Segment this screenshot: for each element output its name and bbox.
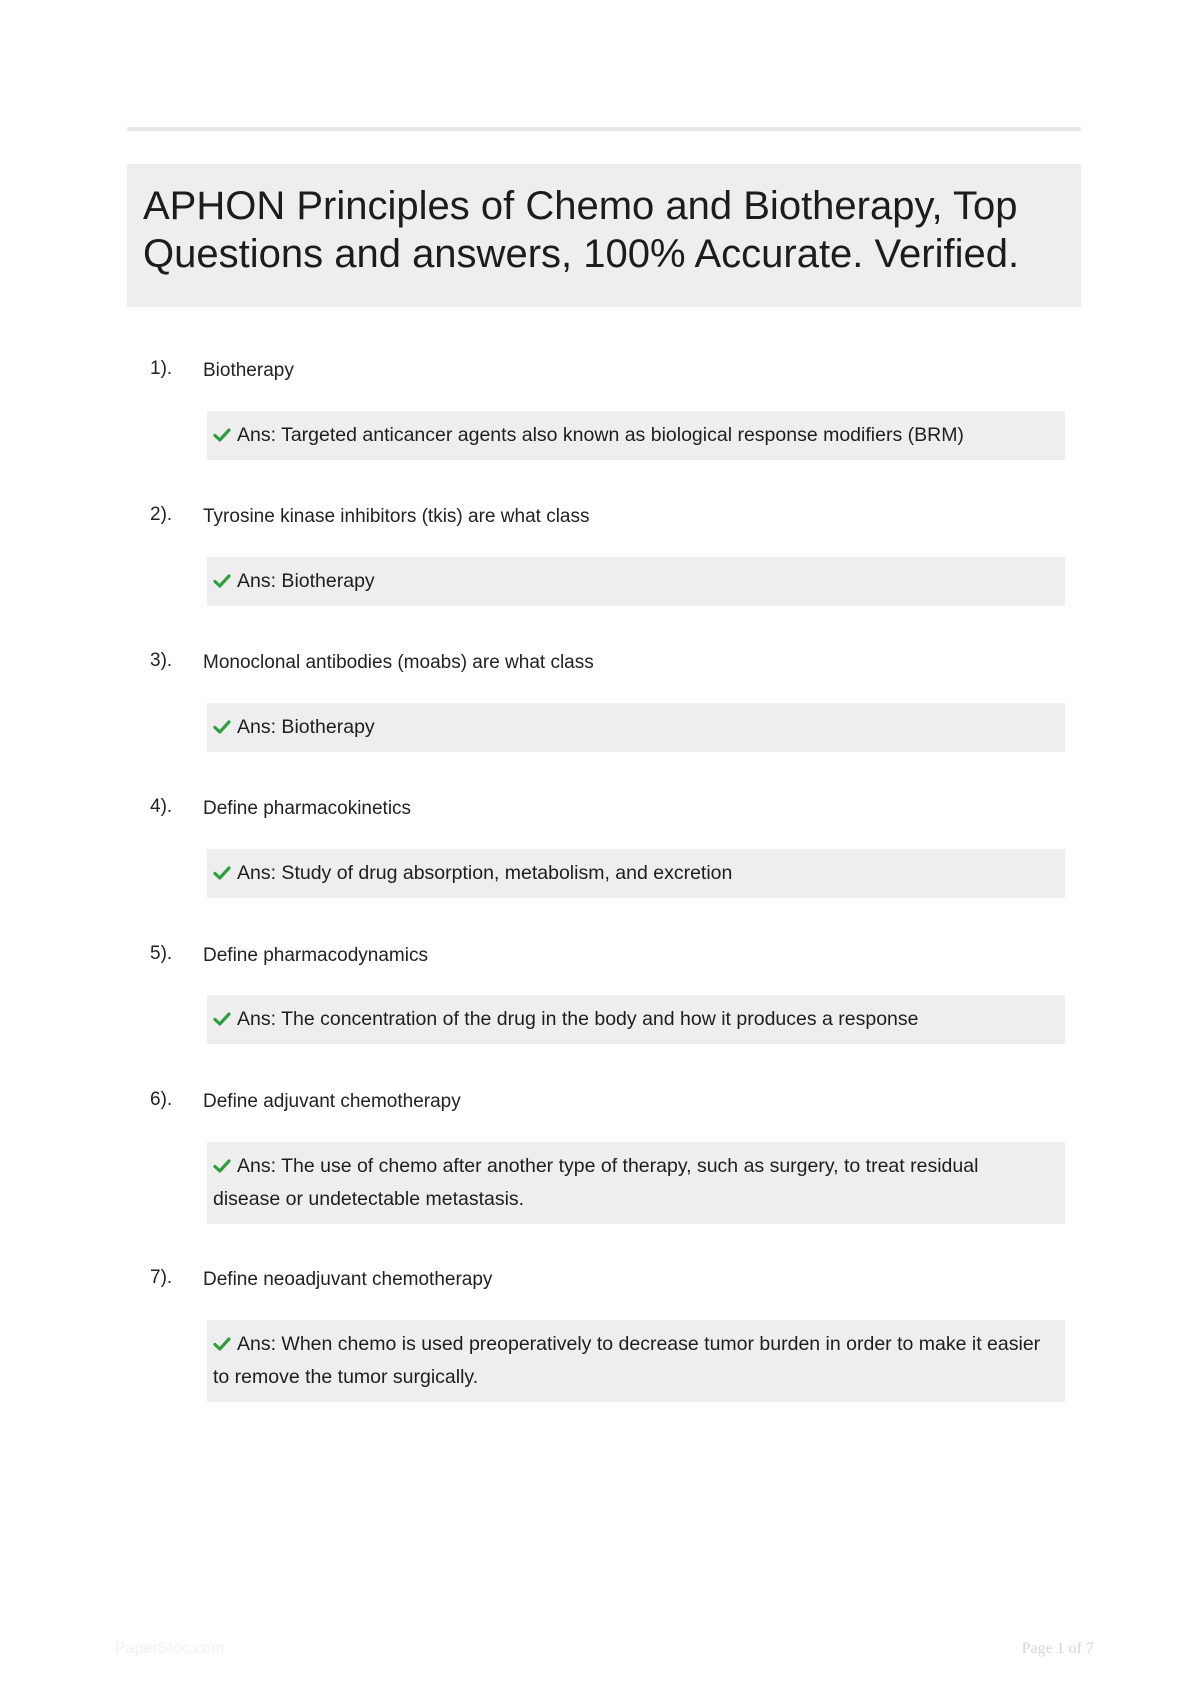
answer-text: Ans: The use of chemo after another type of therapy, such as surgery, to treat residual disease or undetectable metastasis. — [213, 1155, 979, 1210]
top-divider — [127, 127, 1081, 131]
page-number: Page 1 of 7 — [1021, 1640, 1094, 1657]
title-block — [127, 164, 1081, 307]
question-text: Define adjuvant chemotherapy — [203, 1091, 461, 1112]
answer-text: Ans: Biotherapy — [237, 570, 375, 592]
answer-text: Ans: Biotherapy — [237, 716, 375, 738]
answer-box — [207, 557, 1065, 606]
question-text: Tyrosine kinase inhibitors (tkis) are what class — [203, 506, 590, 527]
document-title: APHON Principles of Chemo and Biotherapy, Top Questions and answers, 100% Accurate. Verified. — [143, 184, 1020, 276]
answer-text: Ans: Study of drug absorption, metabolism, and excretion — [237, 862, 733, 884]
answer-text: Ans: The concentration of the drug in the body and how it produces a response — [237, 1008, 919, 1030]
answer-text: Ans: When chemo is used preoperatively to decrease tumor burden in order to make it easier to remove the tumor surgically. — [213, 1333, 1041, 1388]
question-text: Biotherapy — [203, 360, 294, 381]
footer-brand-watermark: PaperStoc.com — [115, 1640, 225, 1657]
question-number: 2). — [150, 504, 173, 525]
answer-box — [207, 1320, 1065, 1402]
check-icon — [213, 1011, 231, 1027]
answer-box — [207, 849, 1065, 898]
question-number: 3). — [150, 650, 173, 671]
question-text: Monoclonal antibodies (moabs) are what class — [203, 652, 594, 673]
check-icon — [213, 1336, 231, 1352]
answer-box — [207, 411, 1065, 460]
answer-box — [207, 1142, 1065, 1224]
check-icon — [213, 573, 231, 589]
question-number: 7). — [150, 1267, 173, 1288]
question-text: Define pharmacodynamics — [203, 945, 428, 966]
question-text: Define neoadjuvant chemotherapy — [203, 1269, 493, 1290]
check-icon — [213, 1158, 231, 1174]
question-number: 5). — [150, 943, 173, 964]
answer-text: Ans: Targeted anticancer agents also known as biological response modifiers (BRM) — [237, 424, 964, 446]
question-text: Define pharmacokinetics — [203, 798, 412, 819]
question-number: 4). — [150, 796, 173, 817]
question-number: 6). — [150, 1089, 173, 1110]
question-number: 1). — [150, 358, 173, 379]
check-icon — [213, 865, 231, 881]
answer-box — [207, 703, 1065, 752]
answer-box — [207, 995, 1065, 1044]
check-icon — [213, 427, 231, 443]
check-icon — [213, 719, 231, 735]
